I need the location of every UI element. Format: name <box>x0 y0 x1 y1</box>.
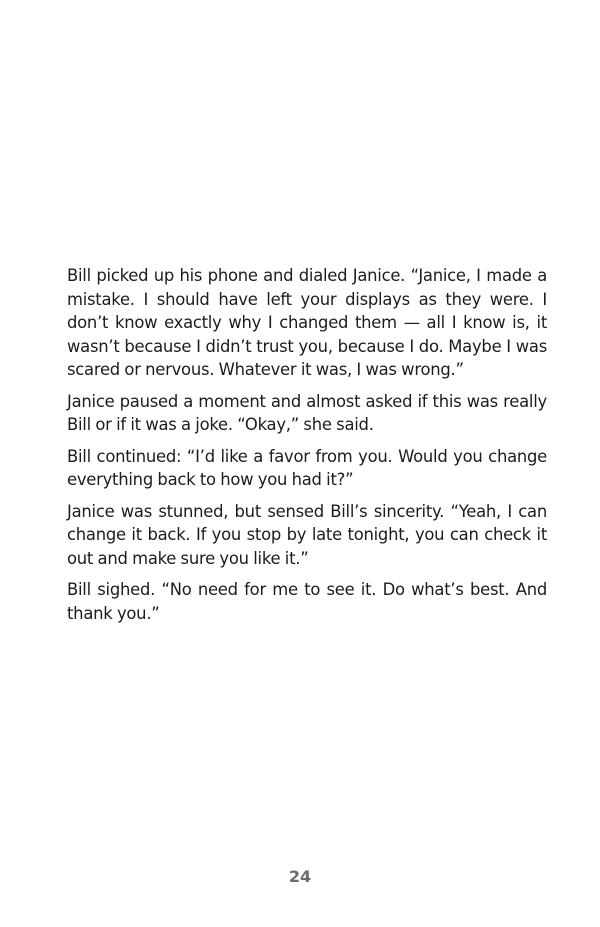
paragraph: Bill picked up his phone and dialed Janice. “Janice, I made a mistake. I should have left your displays as they were. I don’t know exactly why I changed them — all I know is, it wasn’t because I didn’t trust you, because I do. Maybe I was scared or nervous. Whatever it was, I was wrong.” <box>67 266 547 379</box>
paragraph: Bill sighed. “No need for me to see it. Do what’s best. And thank you.” <box>67 580 547 623</box>
paragraph: Janice was stunned, but sensed Bill’s sincerity. “Yeah, I can change it back. If you stop by late tonight, you can check it out and make sure you like it.” <box>67 501 547 568</box>
body-text <box>67 264 547 633</box>
paragraph: Janice paused a moment and almost asked if this was really Bill or if it was a joke. “Okay,” she said. <box>67 391 547 434</box>
paragraph: Bill continued: “I’d like a favor from you. Would you change everything back to how you had it?” <box>67 446 547 489</box>
page-number: 24 <box>288 867 312 886</box>
